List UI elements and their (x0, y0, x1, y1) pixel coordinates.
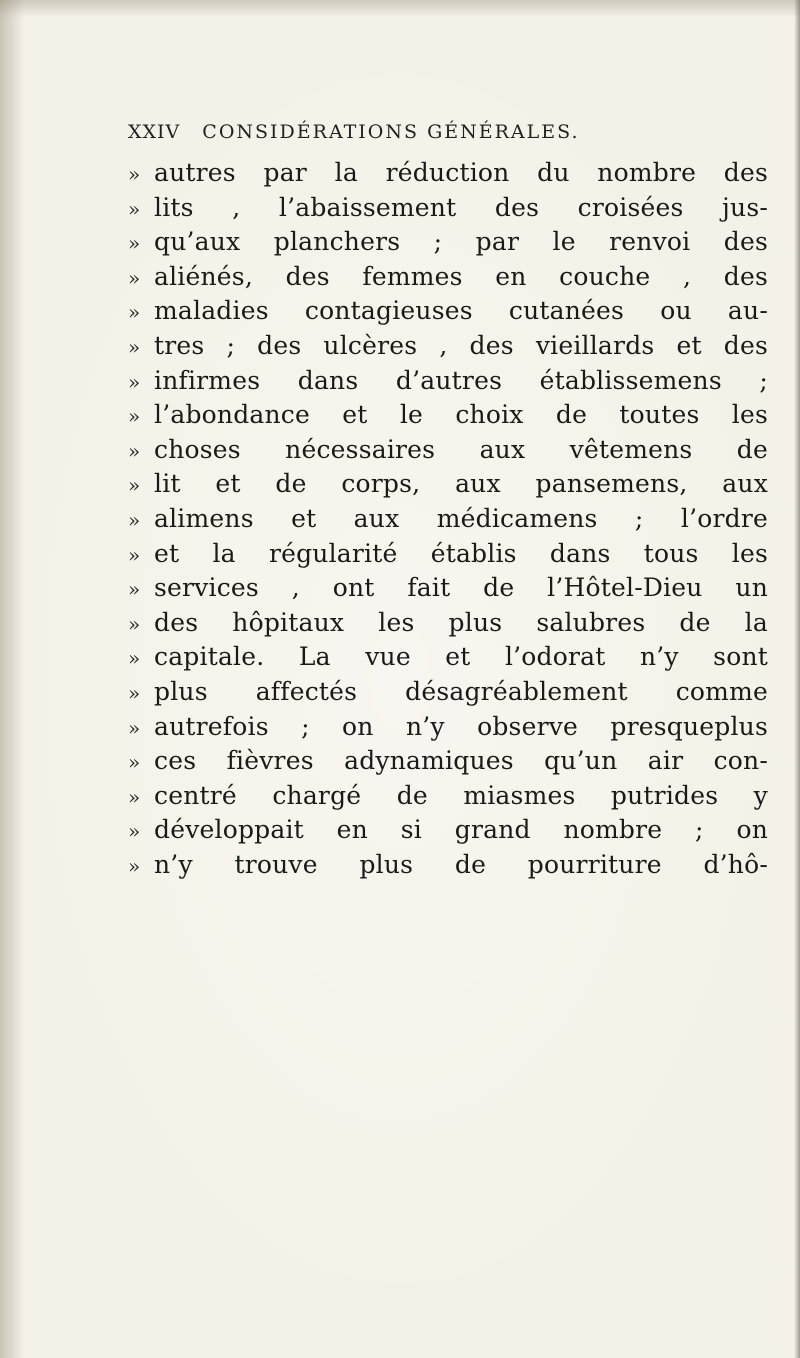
line-text: services , ont fait de l’Hôtel-Dieu un (154, 573, 768, 603)
line-text: alimens et aux médicamens ; l’ordre (154, 503, 768, 533)
text-line (128, 571, 768, 606)
text-line (128, 606, 768, 641)
line-text: maladies contagieuses cutanées ou au- (154, 296, 768, 326)
quotation-mark: » (128, 507, 141, 532)
text-line (128, 640, 768, 675)
text-line (128, 294, 768, 329)
text-line (128, 225, 768, 260)
text-line (128, 537, 768, 572)
quotation-mark: » (128, 438, 141, 463)
text-line (128, 329, 768, 364)
text-line (128, 710, 768, 745)
quotation-mark: » (128, 369, 141, 394)
line-text: lits , l’abaissement des croisées jus- (154, 192, 768, 222)
quotation-mark: » (128, 542, 141, 567)
quotation-mark: » (128, 473, 141, 498)
text-line (128, 191, 768, 226)
page-number: XXIV (128, 121, 181, 143)
text-line (128, 364, 768, 399)
text-line (128, 813, 768, 848)
text-line (128, 156, 768, 191)
line-text: autres par la réduction du nombre des (154, 158, 768, 187)
text-body (128, 156, 768, 882)
text-line (128, 467, 768, 502)
quotation-mark: » (128, 750, 141, 775)
line-text: autrefois ; on n’y observe presqueplus (154, 711, 768, 741)
quotation-mark: » (128, 577, 141, 602)
line-text: choses nécessaires aux vêtemens de (154, 434, 768, 464)
quotation-mark: » (128, 300, 141, 325)
quotation-mark: » (128, 196, 141, 221)
line-text: des hôpitaux les plus salubres de la (154, 607, 768, 637)
line-text: n’y trouve plus de pourriture d’hô- (154, 849, 768, 879)
line-text: l’abondance et le choix de toutes les (154, 400, 768, 430)
line-text: capitale. La vue et l’odorat n’y sont (154, 642, 768, 672)
line-text: qu’aux planchers ; par le renvoi des (154, 227, 768, 257)
text-line (128, 848, 768, 883)
text-line (128, 398, 768, 433)
line-text: infirmes dans d’autres établissemens ; (154, 365, 768, 395)
line-text: centré chargé de miasmes putrides y (154, 780, 768, 810)
running-head-title: CONSIDÉRATIONS GÉNÉRALES. (202, 121, 580, 143)
page-right-edge (794, 0, 800, 1358)
quotation-mark: » (128, 646, 141, 671)
quotation-mark: » (128, 404, 141, 429)
quotation-mark: » (128, 819, 141, 844)
line-text: et la régularité établis dans tous les (154, 538, 768, 568)
quotation-mark: » (128, 680, 141, 705)
line-text: aliénés, des femmes en couche , des (154, 261, 768, 291)
text-line (128, 433, 768, 468)
quotation-mark: » (128, 162, 141, 186)
quotation-mark: » (128, 231, 141, 256)
page-left-shadow (0, 0, 24, 1358)
quotation-mark: » (128, 334, 141, 359)
line-text: tres ; des ulcères , des vieillards et des (154, 330, 768, 360)
quotation-mark: » (128, 265, 141, 290)
text-line (128, 260, 768, 295)
text-line (128, 675, 768, 710)
quotation-mark: » (128, 715, 141, 740)
quotation-mark: » (128, 784, 141, 809)
text-line (128, 779, 768, 814)
text-line (128, 502, 768, 537)
page-top-shadow (0, 0, 800, 18)
line-text: plus affectés désagréablement comme (154, 676, 768, 706)
line-text: ces fièvres adynamiques qu’un air con- (154, 746, 768, 776)
quotation-mark: » (128, 853, 141, 878)
line-text: développait en si grand nombre ; on (154, 815, 768, 845)
running-head (128, 118, 728, 146)
text-line (128, 744, 768, 779)
quotation-mark: » (128, 611, 141, 636)
line-text: lit et de corps, aux pansemens, aux (154, 469, 768, 499)
